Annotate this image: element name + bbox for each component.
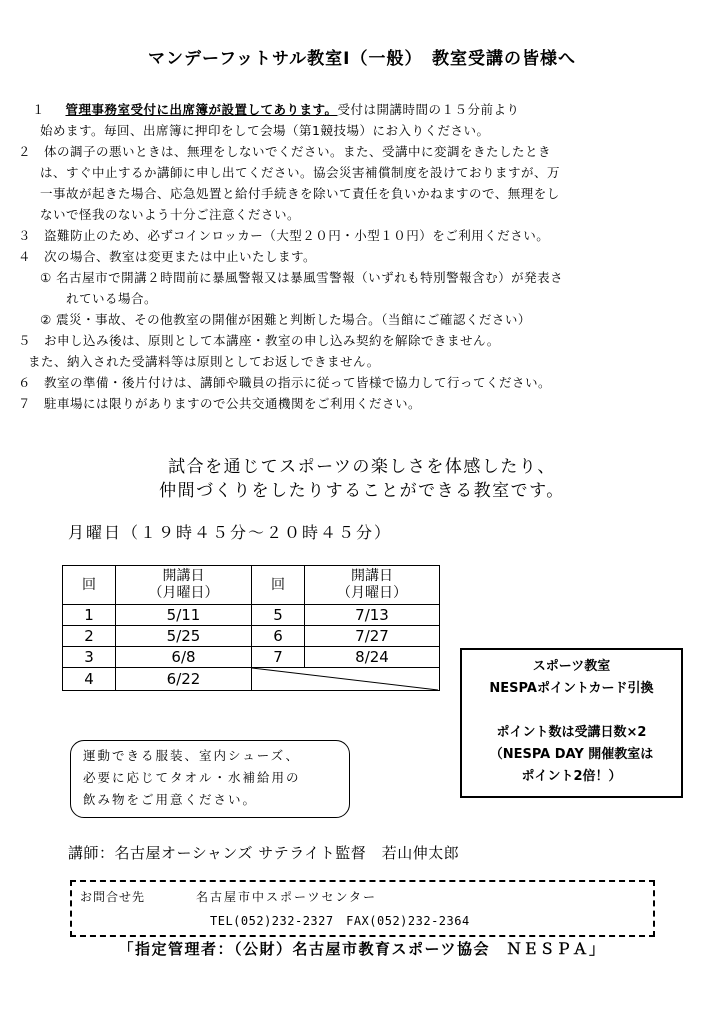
header-date (116, 566, 252, 605)
table-row (63, 647, 440, 668)
rule-5-line-2: また、納入された受講料等は原則としてお返しできません。 (28, 354, 380, 369)
schedule-table (62, 565, 440, 691)
rule-1-number: １ (32, 102, 46, 117)
points-line-1: スポーツ教室 (532, 659, 611, 674)
points-line-4: （NESPA DAY 開催教室は (489, 747, 654, 762)
header-date-2-line-1: 開講日 (351, 568, 393, 584)
header-date-line-2: （月曜日） (148, 585, 219, 601)
contact-label: お問合せ先 (80, 890, 146, 904)
rule-4: ４ 次の場合、教室は変更または中止いたします。 (18, 249, 317, 264)
cell-date: 8/24 (305, 647, 440, 668)
rules-list (18, 99, 708, 414)
contact-box (70, 880, 655, 937)
notice-box (70, 740, 350, 818)
cell-date: 6/8 (116, 647, 252, 668)
rule-2-line-3: 一事故が起きた場合、応急処置と給付手続きを除いて責任を負いかねますので、無理をし (40, 186, 560, 201)
rule-2-line-1: ２ 体の調子の悪いときは、無理をしないでください。また、受講中に変調をきたしたとき (18, 144, 552, 159)
points-line-3: ポイント数は受講日数×2 (496, 725, 647, 740)
slogan-line-1: 試合を通じてスポーツの楽しさを体感したり、 (168, 457, 556, 477)
notice-line-2: 必要に応じてタオル・水補給用の (83, 770, 301, 785)
contact-org: 名古屋市中スポーツセンター (196, 890, 378, 904)
slogan-line-2: 仲間づくりをしたりすることができる教室です。 (159, 481, 565, 501)
cell-round: 4 (63, 668, 116, 691)
rule-4-item-2: ② 震災・事故、その他教室の開催が困難と判断した場合。（当館にご確認ください） (40, 312, 531, 327)
cell-round: 7 (252, 647, 305, 668)
table-row (63, 668, 440, 691)
cell-date: 5/25 (116, 626, 252, 647)
rule-6: ６ 教室の準備・後片付けは、講師や職員の指示に従って皆様で協力して行ってください。 (18, 375, 552, 390)
rule-7: ７ 駐車場には限りがありますので公共交通機関をご利用ください。 (18, 396, 422, 411)
rule-5-line-1: ５ お申し込み後は、原則として本講座・教室の申し込み契約を解除できません。 (18, 333, 500, 348)
rule-2-line-4: ないで怪我のないよう十分ご注意ください。 (40, 207, 301, 222)
cell-date: 7/27 (305, 626, 440, 647)
page-title: マンデーフットサル教室Ⅰ（一般） 教室受講の皆様へ (148, 49, 576, 69)
notice-line-1: 運動できる服装、室内シューズ、 (83, 748, 301, 763)
contact-phone: TEL(052)232-2327 FAX(052)232-2364 (210, 914, 470, 928)
slogan (0, 455, 724, 503)
rule-1 (18, 99, 708, 120)
points-box (460, 648, 683, 798)
empty-cell (252, 668, 440, 691)
schedule-day-heading: 月曜日（１９時４５分～２０時４５分） (68, 523, 393, 542)
header-round: 回 (63, 566, 116, 605)
rule-1-cont: 始めます。毎回、出席簿に押印をして会場（第1競技場）にお入りください。 (40, 123, 490, 138)
table-row (63, 626, 440, 647)
notice-line-3: 飲み物をご用意ください。 (83, 792, 258, 807)
manager-line: 「指定管理者：（公財）名古屋市教育スポーツ協会 ＮＥＳＰＡ」 (118, 940, 606, 958)
cell-round: 1 (63, 605, 116, 626)
header-date-2-line-2: （月曜日） (337, 585, 407, 601)
cell-date: 5/11 (116, 605, 252, 626)
diagonal-line (252, 668, 438, 690)
cell-date: 6/22 (116, 668, 252, 691)
header-round-2: 回 (252, 566, 305, 605)
header-date-line-1: 開講日 (162, 568, 205, 584)
cell-round: 5 (252, 605, 305, 626)
points-line-5: ポイント2倍！） (521, 769, 622, 784)
cell-round: 6 (252, 626, 305, 647)
header-date-2 (305, 566, 440, 605)
table-header-row (63, 566, 440, 605)
rule-4-item-1: ① 名古屋市で開講２時間前に暴風警報又は暴風雪警報（いずれも特別警報含む）が発表さ (40, 270, 564, 285)
rule-1-rest: 受付は開講時間の１５分前より (337, 102, 520, 117)
rule-1-emphasis: 管理事務室受付に出席簿が設置してあります。 (65, 102, 338, 117)
cell-round: 3 (63, 647, 116, 668)
rule-3: ３ 盗難防止のため、必ずコインロッカー（大型２０円・小型１０円）をご利用ください。 (18, 228, 550, 243)
cell-date: 7/13 (305, 605, 440, 626)
table-row (63, 605, 440, 626)
rule-4-item-1-cont: れている場合。 (66, 291, 158, 306)
points-line-2: NESPAポイントカード引換 (489, 681, 654, 696)
rule-2-line-2: は、すぐ中止するか講師に申し出てください。協会災害補償制度を設けておりますが、万 (40, 165, 561, 180)
instructor: 講師：名古屋オーシャンズ サテライト監督 若山伸太郎 (68, 844, 460, 862)
cell-round: 2 (63, 626, 116, 647)
